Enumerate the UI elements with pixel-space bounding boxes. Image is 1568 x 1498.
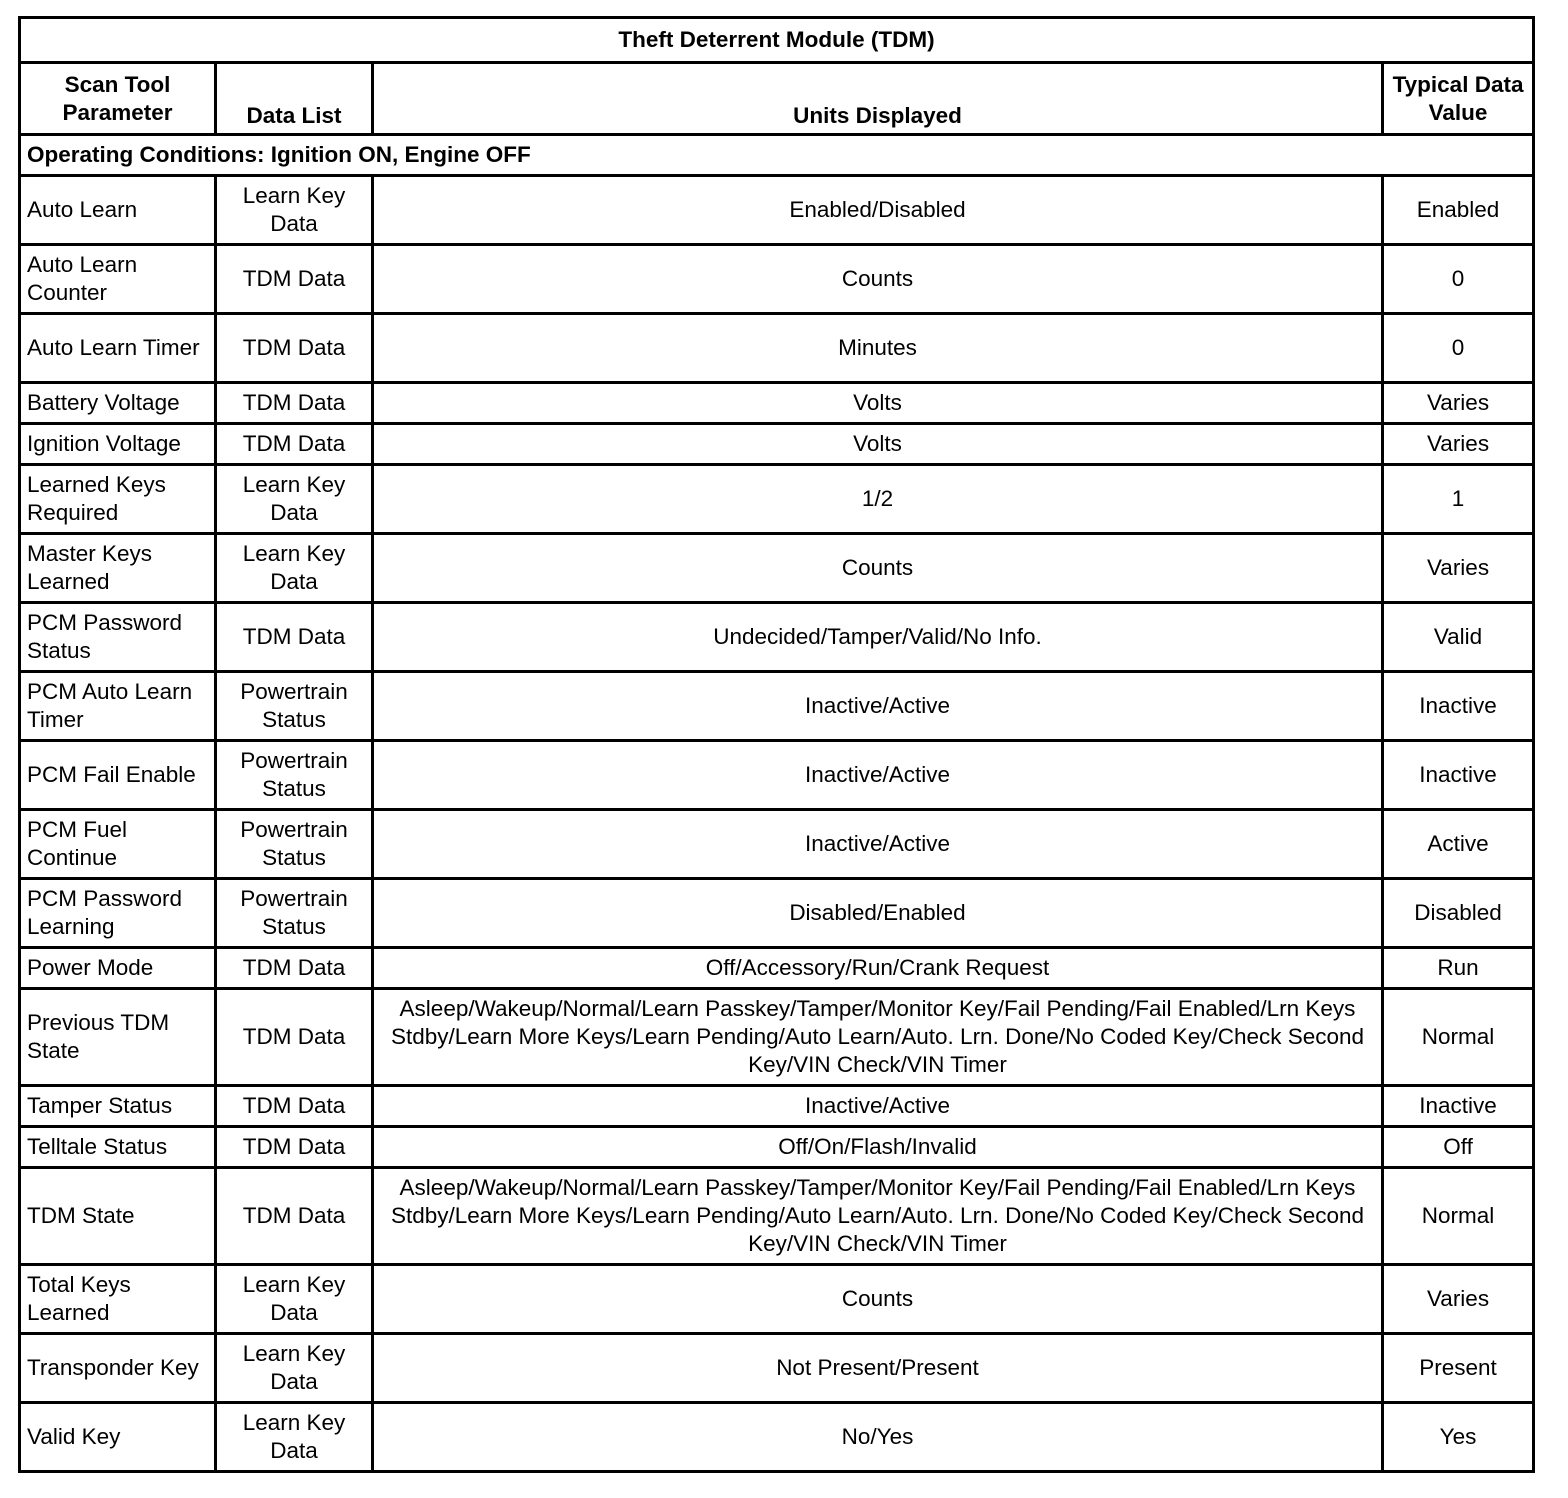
param-cell: Tamper Status xyxy=(20,1086,216,1127)
data-list-cell: Learn Key Data xyxy=(216,534,373,603)
param-cell: Transponder Key xyxy=(20,1334,216,1403)
value-cell: Active xyxy=(1383,810,1534,879)
units-cell: Volts xyxy=(373,424,1383,465)
table-title: Theft Deterrent Module (TDM) xyxy=(20,18,1534,63)
value-cell: Normal xyxy=(1383,1168,1534,1265)
header-typical-data-value: Typical Data Value xyxy=(1383,63,1534,135)
units-cell: Volts xyxy=(373,383,1383,424)
param-cell: Battery Voltage xyxy=(20,383,216,424)
units-cell: Inactive/Active xyxy=(373,810,1383,879)
data-list-cell: Learn Key Data xyxy=(216,465,373,534)
value-cell: Varies xyxy=(1383,1265,1534,1334)
units-cell: Enabled/Disabled xyxy=(373,176,1383,245)
table-row xyxy=(20,245,1534,314)
table-header-row xyxy=(20,63,1534,135)
value-cell: Inactive xyxy=(1383,672,1534,741)
table-row xyxy=(20,534,1534,603)
table-row xyxy=(20,1265,1534,1334)
param-cell: PCM Fuel Continue xyxy=(20,810,216,879)
units-cell: Off/On/Flash/Invalid xyxy=(373,1127,1383,1168)
data-list-cell: TDM Data xyxy=(216,1086,373,1127)
param-cell: Auto Learn Counter xyxy=(20,245,216,314)
value-cell: 0 xyxy=(1383,245,1534,314)
table-row xyxy=(20,383,1534,424)
tdm-data-table xyxy=(18,16,1535,1473)
operating-conditions: Operating Conditions: Ignition ON, Engine OFF xyxy=(20,135,1534,176)
table-row xyxy=(20,1403,1534,1472)
value-cell: Varies xyxy=(1383,534,1534,603)
data-list-cell: Powertrain Status xyxy=(216,672,373,741)
param-cell: Auto Learn xyxy=(20,176,216,245)
value-cell: Run xyxy=(1383,948,1534,989)
operating-conditions-row xyxy=(20,135,1534,176)
table-row xyxy=(20,672,1534,741)
data-list-cell: TDM Data xyxy=(216,989,373,1086)
value-cell: Normal xyxy=(1383,989,1534,1086)
units-cell: Counts xyxy=(373,1265,1383,1334)
units-cell: Off/Accessory/Run/Crank Request xyxy=(373,948,1383,989)
param-cell: Master Keys Learned xyxy=(20,534,216,603)
data-list-cell: TDM Data xyxy=(216,1168,373,1265)
table-row xyxy=(20,424,1534,465)
data-list-cell: TDM Data xyxy=(216,424,373,465)
param-cell: Previous TDM State xyxy=(20,989,216,1086)
value-cell: Inactive xyxy=(1383,1086,1534,1127)
header-data-list: Data List xyxy=(216,63,373,135)
table-row xyxy=(20,989,1534,1086)
data-list-cell: TDM Data xyxy=(216,383,373,424)
param-cell: Auto Learn Timer xyxy=(20,314,216,383)
data-list-cell: Powertrain Status xyxy=(216,879,373,948)
table-row xyxy=(20,1168,1534,1265)
units-cell: Asleep/Wakeup/Normal/Learn Passkey/Tamper/Monitor Key/Fail Pending/Fail Enabled/Lrn Keys Stdby/Learn More Keys/Learn Pending/Auto Learn/Auto. Lrn. Done/No Coded Key/Check Second Key/VIN Check/VIN Timer xyxy=(373,989,1383,1086)
param-cell: PCM Password Status xyxy=(20,603,216,672)
units-cell: No/Yes xyxy=(373,1403,1383,1472)
value-cell: Inactive xyxy=(1383,741,1534,810)
table-row xyxy=(20,176,1534,245)
value-cell: Varies xyxy=(1383,383,1534,424)
units-cell: Minutes xyxy=(373,314,1383,383)
value-cell: Enabled xyxy=(1383,176,1534,245)
units-cell: Inactive/Active xyxy=(373,1086,1383,1127)
param-cell: Power Mode xyxy=(20,948,216,989)
param-cell: Total Keys Learned xyxy=(20,1265,216,1334)
units-cell: Inactive/Active xyxy=(373,672,1383,741)
param-cell: Valid Key xyxy=(20,1403,216,1472)
table-row xyxy=(20,879,1534,948)
data-list-cell: TDM Data xyxy=(216,245,373,314)
table-row xyxy=(20,948,1534,989)
data-list-cell: Learn Key Data xyxy=(216,1265,373,1334)
units-cell: 1/2 xyxy=(373,465,1383,534)
value-cell: Disabled xyxy=(1383,879,1534,948)
table-row xyxy=(20,465,1534,534)
data-list-cell: TDM Data xyxy=(216,314,373,383)
data-list-cell: TDM Data xyxy=(216,1127,373,1168)
units-cell: Inactive/Active xyxy=(373,741,1383,810)
units-cell: Not Present/Present xyxy=(373,1334,1383,1403)
data-list-cell: TDM Data xyxy=(216,603,373,672)
param-cell: PCM Auto Learn Timer xyxy=(20,672,216,741)
value-cell: Yes xyxy=(1383,1403,1534,1472)
data-list-cell: Powertrain Status xyxy=(216,741,373,810)
value-cell: Off xyxy=(1383,1127,1534,1168)
data-list-cell: TDM Data xyxy=(216,948,373,989)
units-cell: Asleep/Wakeup/Normal/Learn Passkey/Tamper/Monitor Key/Fail Pending/Fail Enabled/Lrn Keys Stdby/Learn More Keys/Learn Pending/Auto Learn/Auto. Lrn. Done/No Coded Key/Check Second Key/VIN Check/VIN Timer xyxy=(373,1168,1383,1265)
data-list-cell: Learn Key Data xyxy=(216,1334,373,1403)
param-cell: PCM Fail Enable xyxy=(20,741,216,810)
param-cell: Ignition Voltage xyxy=(20,424,216,465)
table-row xyxy=(20,1086,1534,1127)
data-list-cell: Powertrain Status xyxy=(216,810,373,879)
table-row xyxy=(20,1127,1534,1168)
units-cell: Counts xyxy=(373,245,1383,314)
value-cell: Valid xyxy=(1383,603,1534,672)
table-row xyxy=(20,1334,1534,1403)
value-cell: 1 xyxy=(1383,465,1534,534)
table-row xyxy=(20,603,1534,672)
table-title-row xyxy=(20,18,1534,63)
table-row xyxy=(20,810,1534,879)
units-cell: Counts xyxy=(373,534,1383,603)
param-cell: TDM State xyxy=(20,1168,216,1265)
data-list-cell: Learn Key Data xyxy=(216,176,373,245)
data-list-cell: Learn Key Data xyxy=(216,1403,373,1472)
table-row xyxy=(20,741,1534,810)
param-cell: Learned Keys Required xyxy=(20,465,216,534)
header-units-displayed: Units Displayed xyxy=(373,63,1383,135)
value-cell: 0 xyxy=(1383,314,1534,383)
table-row xyxy=(20,314,1534,383)
header-scan-tool-parameter: Scan Tool Parameter xyxy=(20,63,216,135)
param-cell: PCM Password Learning xyxy=(20,879,216,948)
value-cell: Varies xyxy=(1383,424,1534,465)
value-cell: Present xyxy=(1383,1334,1534,1403)
units-cell: Disabled/Enabled xyxy=(373,879,1383,948)
param-cell: Telltale Status xyxy=(20,1127,216,1168)
units-cell: Undecided/Tamper/Valid/No Info. xyxy=(373,603,1383,672)
